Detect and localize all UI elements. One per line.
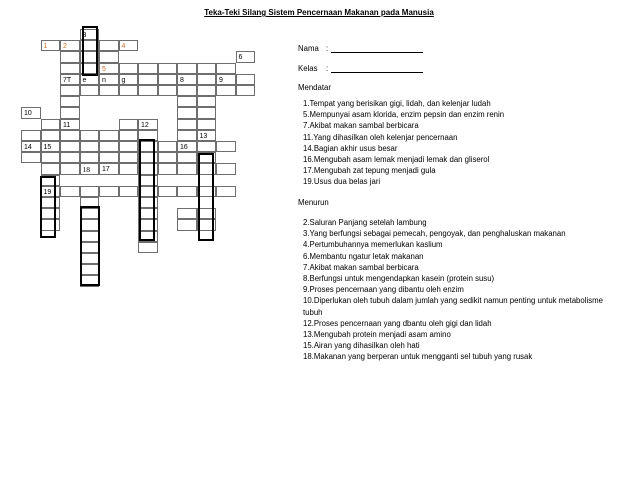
grid-cell-r6-c2[interactable] (60, 96, 80, 107)
grid-cell-r1-c5[interactable]: 4 (119, 40, 139, 51)
grid-cell-r8-c1[interactable] (41, 119, 61, 130)
grid-cell-r16-c9[interactable] (197, 208, 217, 219)
grid-cell-r14-c2[interactable] (60, 186, 80, 197)
grid-cell-r11-c1[interactable] (41, 152, 61, 163)
mendatar-clue-1: 1.Tempat yang berisikan gigi, lidah, dan kelenjar ludah (303, 99, 491, 108)
grid-cell-r9-c3[interactable] (80, 130, 100, 141)
grid-cell-r7-c9[interactable] (197, 107, 217, 118)
grid-cell-r15-c6[interactable] (138, 197, 158, 208)
grid-cell-r5-c5[interactable] (119, 85, 139, 96)
grid-cell-r9-c2[interactable] (60, 130, 80, 141)
grid-cell-r16-c1[interactable] (41, 208, 61, 219)
grid-cell-r18-c3[interactable] (80, 231, 100, 242)
menurun-clue-4: 6.Membantu ngatur letak makanan (303, 251, 424, 261)
grid-cell-r11-c9[interactable] (197, 152, 217, 163)
grid-cell-r5-c8[interactable] (177, 85, 197, 96)
grid-cell-r12-c4[interactable]: 17 (99, 163, 119, 174)
kelas-field (298, 64, 423, 73)
grid-cell-r12-c10[interactable] (216, 163, 236, 174)
grid-cell-r9-c1[interactable] (41, 130, 61, 141)
grid-cell-r16-c3[interactable] (80, 208, 100, 219)
grid-cell-r2-c2[interactable] (60, 51, 80, 62)
grid-cell-r15-c1[interactable] (41, 197, 61, 208)
menurun-clue-12: 18.Makanan yang berperan untuk mengganti sel tubuh yang rusak (303, 352, 533, 362)
grid-cell-r3-c9[interactable] (197, 63, 217, 74)
grid-cell-r10-c2[interactable] (60, 141, 80, 152)
menurun-clue-2: 3.Yang berfungsi sebagai pemecah, pengoyak, dan penghaluskan makanan (303, 229, 566, 239)
grid-cell-r1-c4[interactable] (99, 40, 119, 51)
grid-cell-r2-c4[interactable] (99, 51, 119, 62)
grid-cell-r11-c0[interactable] (21, 152, 41, 163)
grid-cell-r10-c1[interactable]: 15 (41, 141, 61, 152)
grid-cell-r14-c3[interactable] (80, 186, 100, 197)
menurun-clue-6: 8.Berfungsi untuk mengendapkan kasein (protein susu) (303, 274, 495, 283)
grid-cell-r7-c0[interactable]: 10 (21, 107, 41, 118)
grid-cell-r2-c3[interactable] (80, 51, 100, 62)
grid-cell-r19-c3[interactable] (80, 242, 100, 253)
grid-cell-r13-c6[interactable] (138, 175, 158, 186)
menurun-clue-3: 4.Pertumbuhannya memerlukan kaslium (303, 240, 443, 250)
grid-cell-r13-c1[interactable] (41, 175, 61, 186)
grid-cell-r4-c5[interactable]: g (119, 74, 139, 85)
mendatar-heading: Mendatar (298, 83, 331, 92)
grid-cell-r18-c6[interactable] (138, 231, 158, 242)
mendatar-clue-8: 19.Usus dua belas jari (303, 177, 381, 187)
grid-cell-r5-c10[interactable] (216, 85, 236, 96)
grid-cell-r8-c8[interactable] (177, 119, 197, 130)
grid-cell-r12-c3[interactable]: 18 (80, 163, 100, 174)
grid-cell-r10-c3[interactable] (80, 141, 100, 152)
grid-cell-r8-c2[interactable]: 11 (60, 119, 80, 130)
grid-cell-r10-c0[interactable]: 14 (21, 141, 41, 152)
grid-cell-r19-c6[interactable] (138, 242, 158, 253)
grid-cell-r9-c5[interactable] (119, 130, 139, 141)
mendatar-clue-2: 5.Mempunyai asam klorida, enzim pepsin dan enzim renin (303, 110, 505, 120)
grid-cell-r5-c9[interactable] (197, 85, 217, 96)
grid-cell-r3-c5[interactable] (119, 63, 139, 74)
nama-input-line[interactable] (331, 44, 423, 53)
grid-cell-r11-c6[interactable] (138, 152, 158, 163)
grid-cell-r4-c9[interactable] (197, 74, 217, 85)
grid-cell-r10-c6[interactable] (138, 141, 158, 152)
menurun-clue-8: 10.Diperlukan oleh tubuh dalam jumlah yang sedikit namun penting untuk metabolisme tubuh (303, 296, 603, 317)
grid-cell-r21-c3[interactable] (80, 264, 100, 275)
grid-cell-r4-c7[interactable] (158, 74, 178, 85)
mendatar-clue-4: 11.Yang dihasilkan oleh kelenjar pencernaan (303, 132, 458, 142)
menurun-clue-10: 13.Mengubah protein menjadi asam amino (303, 330, 451, 339)
grid-cell-r17-c1[interactable] (41, 219, 61, 230)
grid-cell-r17-c6[interactable] (138, 219, 158, 230)
grid-cell-r9-c4[interactable] (99, 130, 119, 141)
grid-cell-r11-c2[interactable] (60, 152, 80, 163)
grid-cell-r17-c3[interactable] (80, 219, 100, 230)
grid-cell-r14-c6[interactable] (138, 186, 158, 197)
grid-cell-r8-c9[interactable] (197, 119, 217, 130)
grid-cell-r1-c2[interactable]: 2 (60, 40, 80, 51)
grid-cell-r5-c11[interactable] (236, 85, 256, 96)
grid-cell-r11-c4[interactable] (99, 152, 119, 163)
grid-cell-r4-c2[interactable]: 7T (60, 74, 80, 85)
grid-cell-r4-c3[interactable]: e (80, 74, 100, 85)
grid-cell-r10-c9[interactable] (197, 141, 217, 152)
grid-cell-r6-c8[interactable] (177, 96, 197, 107)
mendatar-clue-5: 14.Bagian akhir usus besar (303, 143, 398, 153)
grid-cell-r7-c8[interactable] (177, 107, 197, 118)
nama-field (298, 44, 423, 53)
menurun-clue-5: 7.Akibat makan sambal berbicara (303, 262, 419, 272)
grid-cell-r0-c3[interactable]: 3 (80, 29, 100, 40)
mendatar-clue-6: 16.Mengubah asam lemak menjadi lemak dan gliserol (303, 155, 490, 164)
grid-cell-r12-c9[interactable] (197, 163, 217, 174)
grid-cell-r15-c3[interactable] (80, 197, 100, 208)
grid-cell-r14-c4[interactable] (99, 186, 119, 197)
grid-cell-r7-c2[interactable] (60, 107, 80, 118)
grid-cell-r3-c8[interactable] (177, 63, 197, 74)
grid-cell-r5-c6[interactable] (138, 85, 158, 96)
menurun-clue-9: 12.Proses pencernaan yang dbantu oleh gigi dan lidah (303, 318, 492, 328)
menurun-clue-7: 9.Proses pencernaan yang dibantu oleh enzim (303, 285, 464, 295)
menurun-heading: Menurun (298, 198, 329, 207)
grid-cell-r16-c8[interactable] (177, 208, 197, 219)
nama-label: Nama (298, 44, 319, 53)
grid-cell-r17-c9[interactable] (197, 219, 217, 230)
grid-cell-r6-c9[interactable] (197, 96, 217, 107)
grid-cell-r14-c7[interactable] (158, 186, 178, 197)
grid-cell-r5-c7[interactable] (158, 85, 178, 96)
grid-cell-r14-c9[interactable] (197, 186, 217, 197)
grid-cell-r14-c5[interactable] (119, 186, 139, 197)
grid-cell-r4-c11[interactable] (236, 74, 256, 85)
grid-cell-r22-c3[interactable] (80, 275, 100, 286)
grid-cell-r14-c8[interactable] (177, 186, 197, 197)
grid-cell-r11-c3[interactable] (80, 152, 100, 163)
grid-cell-r3-c2[interactable] (60, 63, 80, 74)
grid-cell-r12-c2[interactable] (60, 163, 80, 174)
menurun-clue-11: 15.Airan yang dihasilkan oleh hati (303, 341, 420, 351)
grid-cell-r12-c7[interactable] (158, 163, 178, 174)
grid-cell-r10-c5[interactable] (119, 141, 139, 152)
grid-cell-r8-c6[interactable]: 12 (138, 119, 158, 130)
grid-cell-r9-c9[interactable]: 13 (197, 130, 217, 141)
grid-cell-r12-c8[interactable] (177, 163, 197, 174)
kelas-separator: : (326, 64, 329, 73)
grid-cell-r1-c1[interactable]: 1 (41, 40, 61, 51)
kelas-label: Kelas (298, 64, 318, 73)
kelas-input-line[interactable] (331, 64, 423, 73)
grid-cell-r14-c1[interactable]: 19 (41, 186, 61, 197)
nama-separator: : (326, 44, 329, 53)
grid-cell-r5-c4[interactable] (99, 85, 119, 96)
grid-cell-r4-c10[interactable]: 9 (216, 74, 236, 85)
grid-cell-r17-c8[interactable] (177, 219, 197, 230)
grid-cell-r16-c6[interactable] (138, 208, 158, 219)
grid-cell-r12-c5[interactable] (119, 163, 139, 174)
grid-cell-r5-c3[interactable] (80, 85, 100, 96)
grid-cell-r10-c7[interactable] (158, 141, 178, 152)
grid-cell-r3-c6[interactable] (138, 63, 158, 74)
grid-cell-r11-c7[interactable] (158, 152, 178, 163)
grid-cell-r12-c6[interactable] (138, 163, 158, 174)
grid-cell-r10-c10[interactable] (216, 141, 236, 152)
grid-cell-r10-c8[interactable]: 16 (177, 141, 197, 152)
grid-cell-r4-c6[interactable] (138, 74, 158, 85)
grid-cell-r4-c4[interactable]: n (99, 74, 119, 85)
grid-cell-r2-c11[interactable]: 6 (236, 51, 256, 62)
mendatar-clue-7: 17.Mengubah zat tepung menjadi gula (303, 166, 436, 176)
mendatar-clue-3: 7.Akibat makan sambal berbicara (303, 121, 419, 131)
grid-cell-r3-c7[interactable] (158, 63, 178, 74)
page-title: Teka-Teki Silang Sistem Pencernaan Makanan pada Manusia (204, 8, 434, 17)
grid-cell-r3-c4[interactable]: 5 (99, 63, 119, 74)
grid-cell-r9-c6[interactable] (138, 130, 158, 141)
grid-cell-r3-c3[interactable] (80, 63, 100, 74)
grid-cell-r14-c10[interactable] (216, 186, 236, 197)
grid-cell-r5-c2[interactable] (60, 85, 80, 96)
grid-cell-r20-c3[interactable] (80, 253, 100, 264)
grid-cell-r10-c4[interactable] (99, 141, 119, 152)
grid-cell-r3-c10[interactable] (216, 63, 236, 74)
grid-cell-r12-c1[interactable] (41, 163, 61, 174)
grid-cell-r11-c8[interactable] (177, 152, 197, 163)
menurun-clue-1: 2.Saluran Panjang setelah lambung (303, 218, 427, 227)
grid-cell-r4-c8[interactable]: 8 (177, 74, 197, 85)
grid-cell-r9-c0[interactable] (21, 130, 41, 141)
grid-cell-r8-c5[interactable] (119, 119, 139, 130)
grid-cell-r1-c3[interactable] (80, 40, 100, 51)
grid-cell-r9-c8[interactable] (177, 130, 197, 141)
grid-cell-r11-c5[interactable] (119, 152, 139, 163)
